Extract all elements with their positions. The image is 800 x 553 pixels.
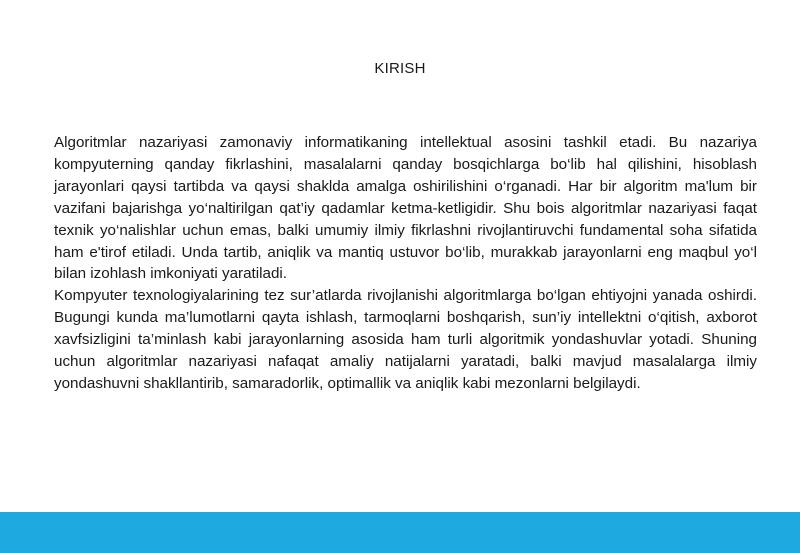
footer-bar xyxy=(0,512,800,553)
body-text xyxy=(54,132,757,395)
paragraph-2: Kompyuter texnologiyalarining tez sur’atlarda rivojlanishi algoritmlarga bo‘lgan ehtiyojni yanada oshirdi. Bugungi kunda ma’lumotlarni qayta ishlash, tarmoqlarni boshqarish, sun’iy intellektni o‘qitish, axborot xavfsizligini ta’minlash kabi jarayonlarning asosida ham turli algoritmik yondashuvlar yotadi. Shuning uchun algoritmlar nazariyasi nafaqat amaliy natijalarni yaratadi, balki mavjud masalalarga ilmiy yondashuvni shakllantirib, samaradorlik, optimallik va aniqlik kabi mezonlarni belgilaydi. xyxy=(54,287,757,392)
paragraph-1: Algoritmlar nazariyasi zamonaviy informatikaning intellektual asosini tashkil etadi. Bu nazariya kompyuterning qanday fikrlashini, masalalarni qanday bosqichlarga bo‘lib hal qilishini, hisoblash jarayonlari qaysi tartibda va qaysi shaklda amalga oshirilishini o‘rganadi. Har bir algoritm ma'lum bir vazifani bajarishga yo‘naltirilgan qat’iy qadamlar ketma-ketligidir. Shu bois algoritmlar nazariyasi faqat texnik yo‘nalishlar uchun emas, balki umumiy ilmiy fikrlashni rivojlantiruvchi fundamental soha sifatida ham e'tirof etiladi. Unda tartib, aniqlik va mantiq ustuvor bo‘lib, murakkab jarayonlarni eng maqbul yo‘l bilan izohlash imkoniyati yaratiladi. xyxy=(54,134,757,283)
page-title: KIRISH xyxy=(374,60,426,77)
